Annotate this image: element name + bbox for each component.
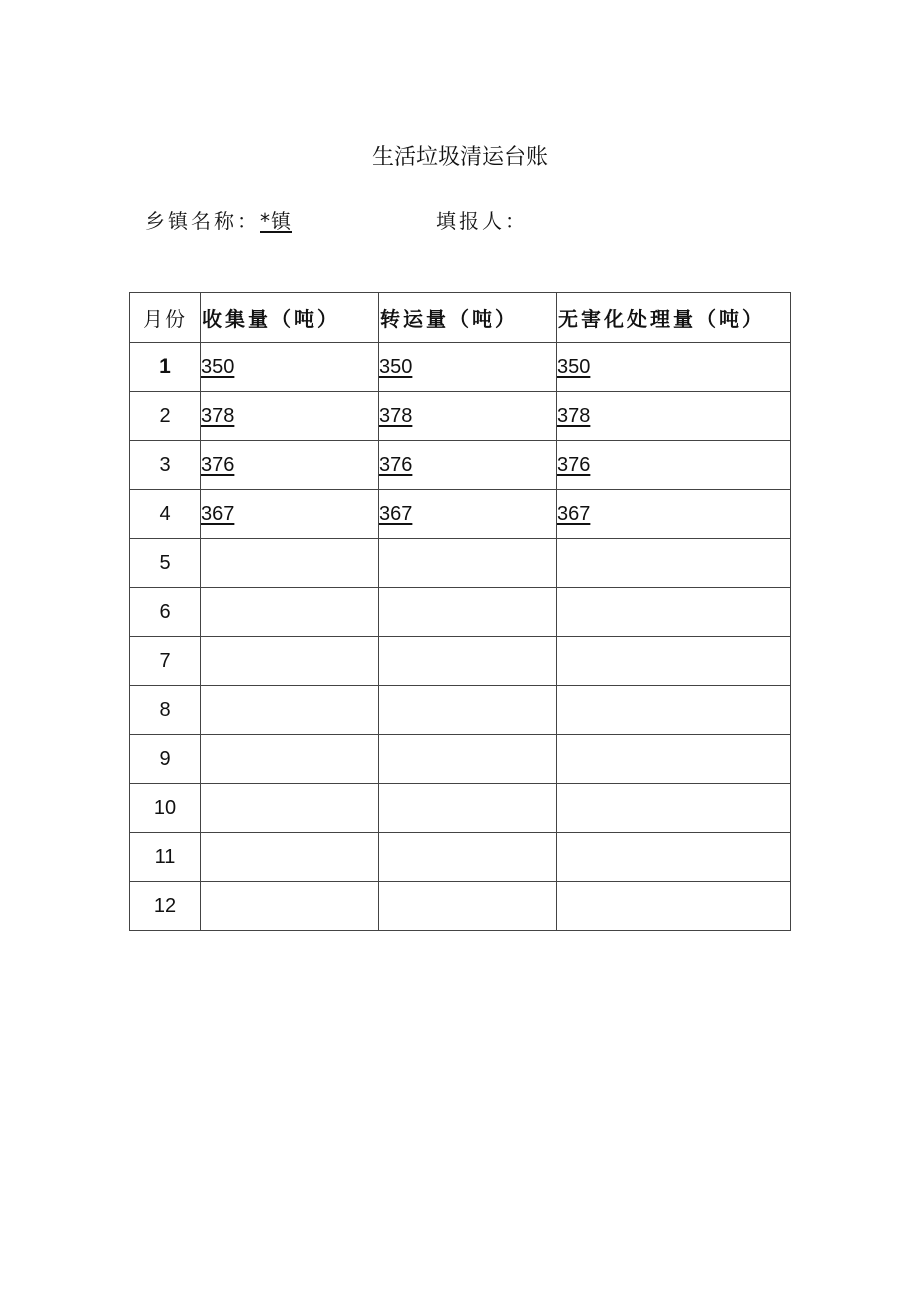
table-row: [130, 735, 791, 784]
transferred-cell: [379, 784, 557, 833]
month-cell: 7: [130, 637, 201, 686]
treated-cell: [557, 539, 791, 588]
month-cell: 2: [130, 392, 201, 441]
collected-cell: [201, 637, 379, 686]
table-row: [130, 637, 791, 686]
treated-cell: 367: [557, 490, 791, 539]
month-cell: 1: [130, 343, 201, 392]
treated-cell: [557, 784, 791, 833]
transferred-cell: [379, 735, 557, 784]
month-cell: 4: [130, 490, 201, 539]
table-row: [130, 588, 791, 637]
transferred-cell: 376: [379, 441, 557, 490]
transferred-cell: 378: [379, 392, 557, 441]
table-header-row: [130, 293, 791, 343]
table-row: [130, 441, 791, 490]
transferred-cell: 367: [379, 490, 557, 539]
table-row: [130, 882, 791, 931]
transferred-cell: 350: [379, 343, 557, 392]
ledger-table: [129, 292, 791, 931]
treated-cell: [557, 735, 791, 784]
town-field: [145, 205, 292, 234]
table-row: [130, 784, 791, 833]
table-row: [130, 490, 791, 539]
treated-cell: [557, 588, 791, 637]
transferred-cell: [379, 539, 557, 588]
collected-cell: 378: [201, 392, 379, 441]
collected-cell: [201, 784, 379, 833]
column-header-month: 月份: [130, 293, 201, 343]
transferred-cell: [379, 637, 557, 686]
table-row: [130, 686, 791, 735]
collected-cell: [201, 539, 379, 588]
document-title: 生活垃圾清运台账: [371, 145, 548, 170]
collected-cell: [201, 833, 379, 882]
collected-cell: 350: [201, 343, 379, 392]
reporter-field: [436, 205, 528, 234]
town-label: 乡镇名称：: [145, 209, 260, 233]
table-row: [130, 392, 791, 441]
month-cell: 5: [130, 539, 201, 588]
month-cell: 3: [130, 441, 201, 490]
month-cell: 10: [130, 784, 201, 833]
town-value: *镇: [260, 209, 292, 233]
table-row: [130, 833, 791, 882]
collected-cell: [201, 686, 379, 735]
reporter-label: 填报人：: [436, 209, 528, 233]
transferred-cell: [379, 588, 557, 637]
month-cell: 9: [130, 735, 201, 784]
column-header-transferred: 转运量（吨）: [379, 293, 557, 343]
treated-cell: 376: [557, 441, 791, 490]
collected-cell: 367: [201, 490, 379, 539]
treated-cell: [557, 833, 791, 882]
month-cell: 11: [130, 833, 201, 882]
collected-cell: 376: [201, 441, 379, 490]
collected-cell: [201, 588, 379, 637]
column-header-treated: 无害化处理量（吨）: [557, 293, 791, 343]
treated-cell: 378: [557, 392, 791, 441]
treated-cell: 350: [557, 343, 791, 392]
collected-cell: [201, 735, 379, 784]
column-header-collected: 收集量（吨）: [201, 293, 379, 343]
transferred-cell: [379, 882, 557, 931]
transferred-cell: [379, 686, 557, 735]
collected-cell: [201, 882, 379, 931]
treated-cell: [557, 882, 791, 931]
month-cell: 6: [130, 588, 201, 637]
table-row: [130, 539, 791, 588]
treated-cell: [557, 686, 791, 735]
month-cell: 12: [130, 882, 201, 931]
transferred-cell: [379, 833, 557, 882]
month-cell: 8: [130, 686, 201, 735]
treated-cell: [557, 637, 791, 686]
table-row: [130, 343, 791, 392]
